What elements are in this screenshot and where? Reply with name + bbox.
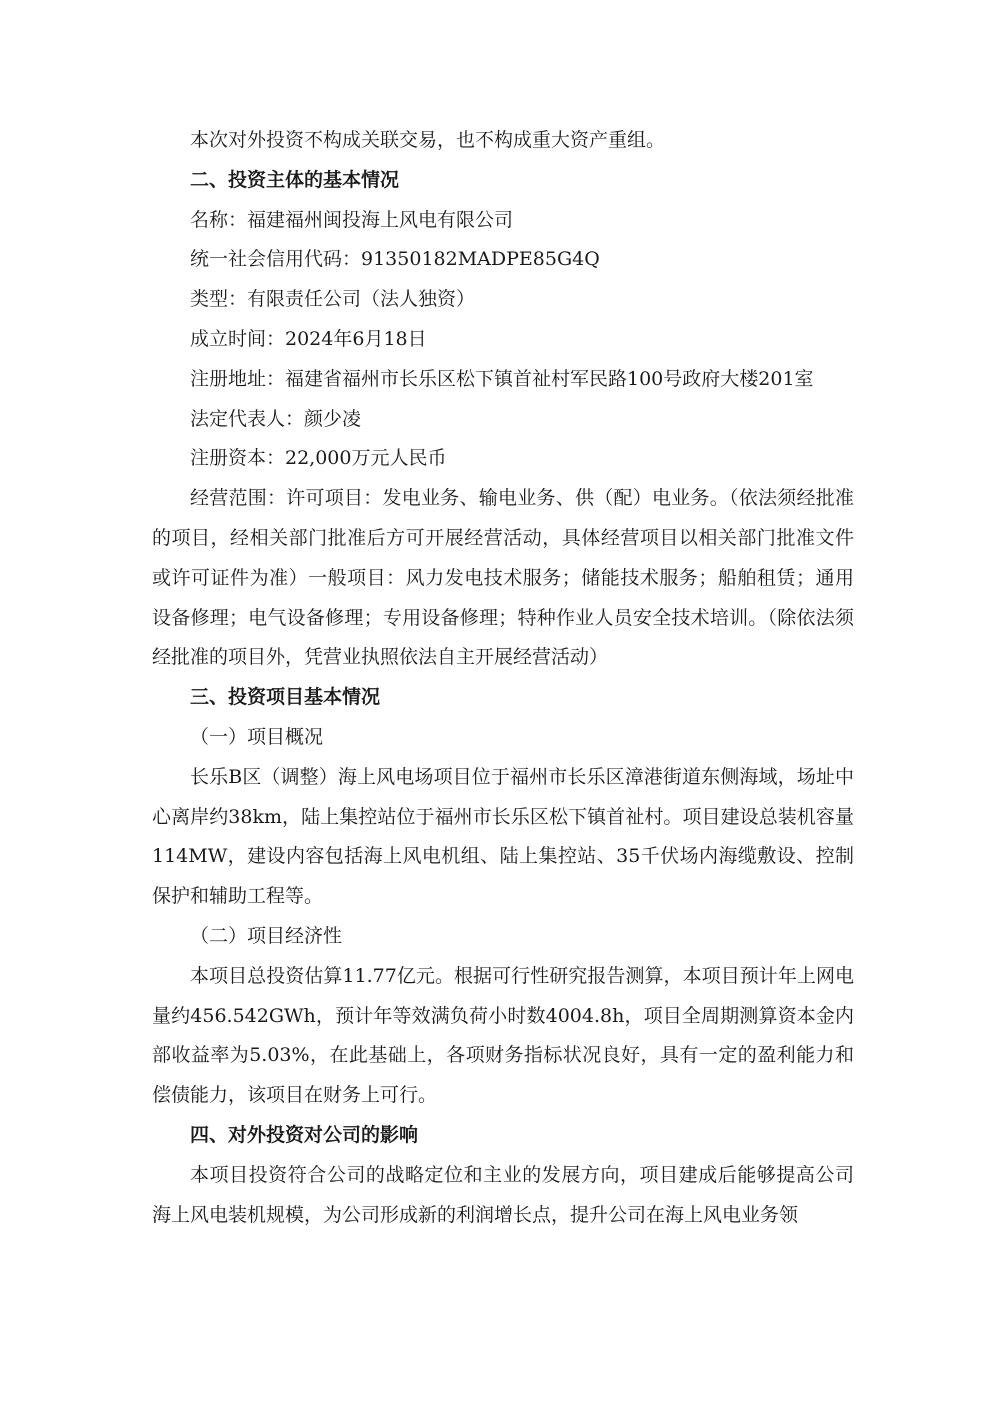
business-scope: 经营范围：许可项目：发电业务、输电业务、供（配）电业务。（依法须经批准的项目，经相关部门批准后方可开展经营活动，具体经营项目以相关部门批准文件或许可证件为准）一般项目：风力发电技术服务；储能技术服务；船舶租赁；通用设备修理；电气设备修理；专用设备修理；特种作业人员安全技术培训。（除依法须经批准的项目外，凭营业执照依法自主开展经营活动） [152, 487, 854, 669]
subheading-overview: （一）项目概况 [190, 725, 324, 748]
section-heading-3: 三、投资项目基本情况 [190, 686, 381, 709]
registered-capital: 注册资本：22,000万元人民币 [190, 447, 447, 470]
document-page [152, 121, 854, 1235]
section-heading-2: 二、投资主体的基本情况 [190, 168, 400, 191]
investment-impact: 本项目投资符合公司的战略定位和主业的发展方向，项目建成后能够提高公司海上风电装机规模，为公司形成新的利润增长点，提升公司在海上风电业务领 [152, 1163, 854, 1226]
project-economics: 本项目总投资估算11.77亿元。根据可行性研究报告测算，本项目预计年上网电量约456.542GWh，预计年等效满负荷小时数4004.8h，项目全周期测算资本金内部收益率为5.03%，在此基础上，各项财务指标状况良好，具有一定的盈利能力和偿债能力，该项目在财务上可行。 [152, 964, 854, 1107]
company-name: 名称：福建福州闽投海上风电有限公司 [190, 208, 514, 231]
paragraph-no-related-transaction: 本次对外投资不构成关联交易，也不构成重大资产重组。 [190, 129, 666, 151]
legal-representative: 法定代表人：颜少凌 [190, 407, 362, 430]
company-type: 类型：有限责任公司（法人独资） [190, 288, 476, 311]
section-heading-4: 四、对外投资对公司的影响 [190, 1123, 419, 1146]
credit-code: 统一社会信用代码：91350182MADPE85G4Q [190, 248, 600, 271]
founded-date: 成立时间：2024年6月18日 [190, 327, 427, 350]
registered-address: 注册地址：福建省福州市长乐区松下镇首祉村军民路100号政府大楼201室 [190, 367, 814, 390]
project-overview: 长乐B区（调整）海上风电场项目位于福州市长乐区漳港街道东侧海域，场址中心离岸约38km，陆上集控站位于福州市长乐区松下镇首祉村。项目建设总装机容量114MW，建设内容包括海上风电机组、陆上集控站、35千伏场内海缆敷设、控制保护和辅助工程等。 [152, 765, 854, 908]
subheading-economics: （二）项目经济性 [190, 924, 343, 947]
